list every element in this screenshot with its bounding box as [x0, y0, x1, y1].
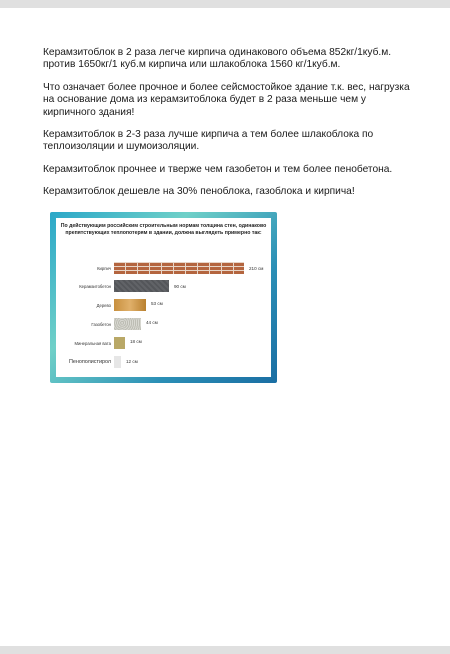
document-body [43, 47, 415, 209]
bar-brick [114, 262, 244, 274]
bar-pps [114, 356, 121, 368]
value-gas: 44 см [146, 320, 158, 325]
wall-thickness-figure [50, 212, 277, 383]
figure-title: По действующим российским строительным нормам толщина стен, одинаково препятствующих теплопотерям в здании, должна выглядеть примерно так: [60, 223, 267, 236]
paragraph: Керамзитоблок прочнее и тверже чем газобетон и тем более пенобетона. [43, 163, 393, 175]
value-wood: 53 см [151, 301, 163, 306]
figure-panel [56, 218, 271, 377]
top-scroll-margin [0, 0, 450, 8]
bar-wood [114, 299, 146, 311]
bottom-scroll-margin [0, 646, 450, 654]
row-label-gas: Газобетон [91, 322, 111, 327]
value-wool: 18 см [130, 339, 142, 344]
row-label-brick: Кирпич [97, 266, 111, 271]
paragraph: Керамзитоблок в 2 раза легче кирпича одинакового объема 852кг/1куб.м. против 1650кг/1 куб.м кирпича или шлакоблока 1560 кг/1куб.м. [43, 47, 392, 71]
paragraph: Керамзитоблок дешевле на 30% пеноблока, газоблока и кирпича! [43, 186, 355, 198]
row-label-wood: Дерево [96, 303, 111, 308]
paragraph: Керамзитоблок в 2-3 раза лучше кирпича а тем более шлакоблока по теплоизоляции и шумоизоляции. [43, 129, 374, 153]
value-brick: 210 см [249, 266, 264, 271]
bar-wool [114, 337, 125, 349]
row-label-pps: Пенополистирол [68, 359, 111, 365]
paragraph: Что означает более прочное и более сейсмостойкое здание т.к. вес, нагрузка на основание дома из керамзитоблока будет в 2 раза меньше чем у кирпичного здания! [43, 81, 410, 118]
bar-gas [114, 318, 141, 330]
row-label-keramzit: Керамзитобетон [79, 284, 111, 289]
row-label-wool: Минеральная вата [74, 341, 111, 346]
value-keramzit: 90 см [174, 284, 186, 289]
bar-keramzit [114, 280, 169, 292]
value-pps: 12 см [126, 359, 138, 364]
